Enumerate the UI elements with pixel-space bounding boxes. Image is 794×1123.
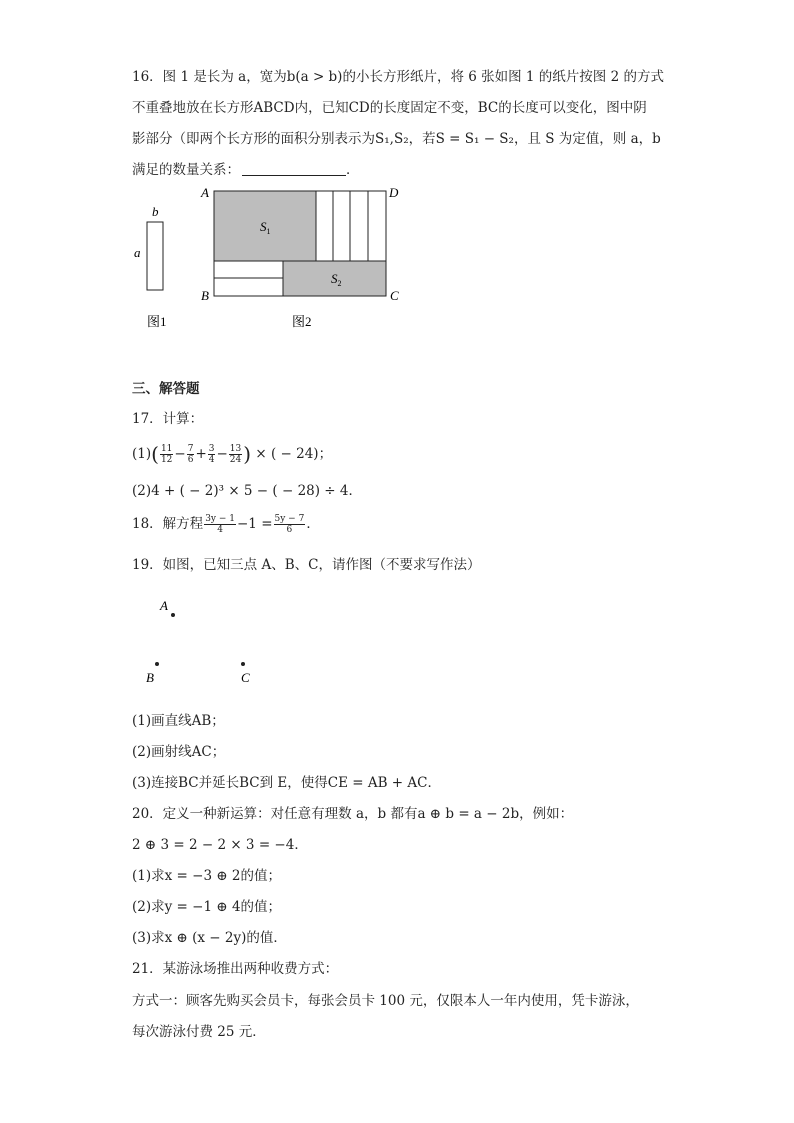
denominator: 4 [208,455,215,465]
answer-blank[interactable] [242,161,346,176]
q16-line-4-text: 满足的数量关系： [132,162,240,178]
section-title: 三、解答题 [132,381,200,397]
q16-line-3: 影部分（即两个长方形的面积分别表示为S₁,S₂，若S = S₁ − S₂，且 S 为定值，则 a，b [132,131,661,147]
q20-item-1: (1)求x = −3 ⊕ 2的值； [132,868,282,884]
numerator: 13 [229,444,242,454]
label-a: A [201,185,209,200]
numerator: 11 [160,444,173,454]
q19-item-2: (2)画射线AC； [132,744,226,760]
q17-p1-prefix: (1) [132,446,152,462]
fig1-label-a: a [134,245,141,260]
denominator: 24 [229,455,242,465]
label-s2-sub: 2 [337,279,342,288]
denominator: 6 [286,525,293,535]
q17-part-1 [132,441,332,467]
label-b: B [201,288,209,303]
q20-title: 20．定义一种新运算：对任意有理数 a，b 都有a ⊕ b = a − 2b，例如： [132,806,574,822]
q16-line-2: 不重叠地放在长方形ABCD内，已知CD的长度固定不变，BC的长度可以变化，图中阴 [132,100,647,116]
fraction-13-24 [229,444,242,465]
q18-mid: −1 = [237,516,273,532]
fig2-caption: 图2 [292,314,312,329]
fraction-5y-7-over-6 [274,514,306,535]
q20-item-3: (3)求x ⊕ (x − 2y)的值． [132,930,287,946]
numerator: 3 [208,444,215,454]
point-a-label: A [160,598,168,613]
label-s1-main: S [260,219,267,234]
fraction-11-12 [160,444,173,465]
label-s2-main: S [331,271,338,286]
q16-line-4-end: ． [346,162,360,178]
fraction-7-6 [187,444,195,465]
label-c: C [390,288,399,303]
q16-line-1: 16．图 1 是长为 a，宽为b(a > b)的小长方形纸片，将 6 张如图 1 的纸片按图 2 的方式 [132,69,664,85]
q18-prefix: 18．解方程 [132,516,204,532]
figure-2 [198,182,408,335]
point-b [155,662,159,666]
q18-line [132,511,320,537]
point-c [241,662,245,666]
fraction-3-4 [208,444,216,465]
q19-item-3: (3)连接BC并延长BC到 E，使得CE = AB + AC． [132,775,441,791]
point-a [171,613,175,617]
numerator: 7 [187,444,194,454]
paren-right: ) [243,442,252,466]
q19-title: 19．如图，已知三点 A、B、C，请作图（不要求写作法） [132,557,481,573]
fig1-caption: 图1 [147,314,167,329]
operator: − [216,446,228,462]
q17-title: 17．计算： [132,411,204,427]
numerator: 5y − 7 [274,514,305,524]
fraction-3y-1-over-4 [204,514,236,535]
q19-item-1: (1)画直线AB； [132,713,225,729]
q19-points-figure [138,594,268,689]
denominator: 6 [187,455,194,465]
figure-1 [128,200,178,335]
paren-left: ( [151,442,159,466]
numerator: 3y − 1 [205,514,235,524]
label-d: D [389,185,399,200]
point-c-label: C [241,670,250,685]
q18-suffix: ． [306,516,320,532]
fig1-label-b: b [152,204,159,219]
q17-p1-suffix: × ( − 24)； [255,446,333,462]
operator: − [174,446,186,462]
small-rectangle [147,222,163,290]
point-b-label: B [146,670,154,685]
denominator: 4 [217,525,223,535]
q21-title: 21．某游泳场推出两种收费方式： [132,961,339,977]
q21-line-1: 方式一：顾客先购买会员卡，每张会员卡 100 元，仅限本人一年内使用，凭卡游泳， [132,993,639,1009]
q17-part-2: (2)4 + ( − 2)³ × 5 − ( − 28) ÷ 4． [132,483,363,499]
label-s1-sub: 1 [266,227,271,236]
q21-line-2: 每次游泳付费 25 元． [132,1024,266,1040]
q20-item-2: (2)求y = −1 ⊕ 4的值； [132,899,282,915]
denominator: 12 [160,455,173,465]
q20-example: 2 ⊕ 3 = 2 − 2 × 3 = −4． [132,837,308,853]
operator: + [195,446,207,462]
q16-line-4 [132,161,360,179]
